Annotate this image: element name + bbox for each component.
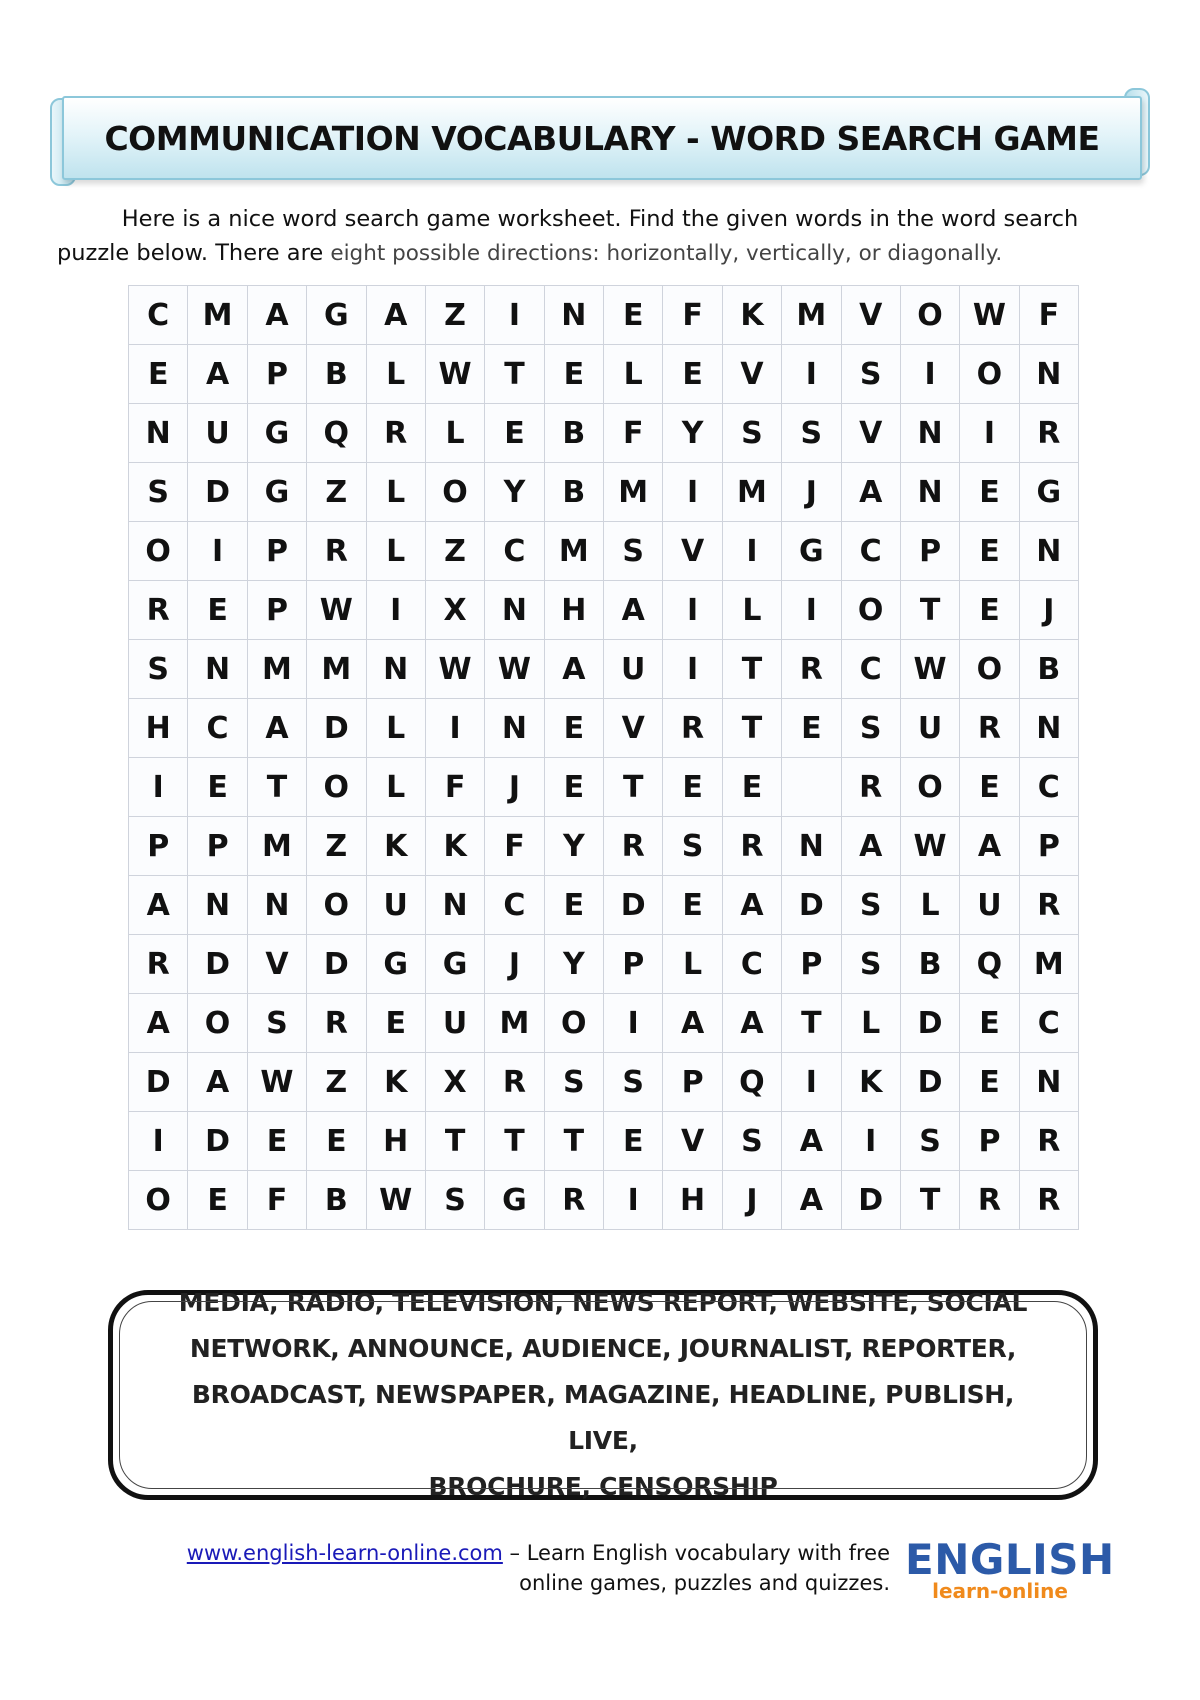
- grid-cell[interactable]: N: [188, 876, 247, 935]
- grid-cell[interactable]: Z: [426, 522, 485, 581]
- grid-cell[interactable]: K: [723, 286, 782, 345]
- grid-cell[interactable]: O: [960, 345, 1019, 404]
- grid-cell[interactable]: N: [485, 581, 544, 640]
- grid-cell[interactable]: P: [188, 817, 247, 876]
- grid-cell[interactable]: L: [367, 522, 426, 581]
- grid-cell[interactable]: A: [129, 994, 188, 1053]
- grid-cell[interactable]: I: [723, 522, 782, 581]
- grid-cell[interactable]: O: [842, 581, 901, 640]
- grid-cell[interactable]: N: [1020, 522, 1079, 581]
- word-list-line-4: BROCHURE, CENSORSHIP: [428, 1472, 778, 1501]
- grid-cell[interactable]: A: [367, 286, 426, 345]
- english-learn-online-logo: [905, 1535, 1115, 1603]
- grid-cell[interactable]: T: [723, 699, 782, 758]
- grid-cell[interactable]: R: [663, 699, 722, 758]
- grid-cell[interactable]: P: [248, 345, 307, 404]
- grid-cell[interactable]: E: [723, 758, 782, 817]
- grid-cell[interactable]: L: [663, 935, 722, 994]
- grid-cell[interactable]: M: [307, 640, 366, 699]
- grid-cell[interactable]: R: [545, 1171, 604, 1230]
- word-list-box: [108, 1290, 1098, 1500]
- grid-cell[interactable]: P: [782, 935, 841, 994]
- grid-cell[interactable]: O: [129, 1171, 188, 1230]
- grid-cell[interactable]: T: [485, 1112, 544, 1171]
- grid-cell[interactable]: V: [723, 345, 782, 404]
- grid-cell[interactable]: N: [1020, 1053, 1079, 1112]
- grid-cell[interactable]: N: [782, 817, 841, 876]
- grid-cell[interactable]: W: [367, 1171, 426, 1230]
- grid-cell[interactable]: I: [663, 463, 722, 522]
- grid-cell[interactable]: X: [426, 1053, 485, 1112]
- grid-cell[interactable]: R: [307, 994, 366, 1053]
- grid-cell[interactable]: T: [426, 1112, 485, 1171]
- banner-body: [62, 96, 1142, 180]
- grid-cell[interactable]: P: [129, 817, 188, 876]
- grid-cell[interactable]: C: [485, 876, 544, 935]
- grid-cell[interactable]: V: [663, 522, 722, 581]
- grid-cell[interactable]: E: [604, 1112, 663, 1171]
- page-title: COMMUNICATION VOCABULARY - WORD SEARCH GAME: [104, 118, 1100, 158]
- grid-cell[interactable]: H: [367, 1112, 426, 1171]
- grid-cell[interactable]: A: [545, 640, 604, 699]
- grid-cell[interactable]: I: [782, 345, 841, 404]
- grid-cell[interactable]: S: [842, 345, 901, 404]
- grid-cell[interactable]: X: [426, 581, 485, 640]
- grid-cell[interactable]: G: [248, 463, 307, 522]
- grid-cell[interactable]: E: [188, 581, 247, 640]
- grid-cell[interactable]: T: [545, 1112, 604, 1171]
- grid-cell[interactable]: S: [901, 1112, 960, 1171]
- grid-cell[interactable]: F: [1020, 286, 1079, 345]
- grid-cell[interactable]: O: [960, 640, 1019, 699]
- grid-cell[interactable]: N: [901, 463, 960, 522]
- grid-cell[interactable]: L: [426, 404, 485, 463]
- grid-cell[interactable]: J: [1020, 581, 1079, 640]
- grid-cell[interactable]: E: [545, 699, 604, 758]
- grid-cell[interactable]: R: [1020, 876, 1079, 935]
- grid-cell[interactable]: G: [1020, 463, 1079, 522]
- grid-cell[interactable]: I: [188, 522, 247, 581]
- grid-cell[interactable]: C: [842, 640, 901, 699]
- grid-cell[interactable]: W: [307, 581, 366, 640]
- footer-line-2: online games, puzzles and quizzes.: [519, 1571, 890, 1595]
- grid-cell[interactable]: T: [901, 581, 960, 640]
- grid-cell[interactable]: F: [426, 758, 485, 817]
- grid-cell[interactable]: E: [545, 876, 604, 935]
- grid-cell[interactable]: E: [960, 581, 1019, 640]
- grid-cell[interactable]: P: [604, 935, 663, 994]
- grid-cell[interactable]: M: [248, 640, 307, 699]
- grid-cell[interactable]: D: [307, 935, 366, 994]
- grid-cell[interactable]: S: [842, 935, 901, 994]
- grid-cell[interactable]: Z: [307, 463, 366, 522]
- grid-cell[interactable]: M: [188, 286, 247, 345]
- footer-tagline: – Learn English vocabulary with free: [502, 1541, 890, 1565]
- grid-cell[interactable]: O: [188, 994, 247, 1053]
- grid-cell[interactable]: R: [782, 640, 841, 699]
- grid-cell[interactable]: S: [129, 463, 188, 522]
- grid-cell[interactable]: A: [248, 286, 307, 345]
- grid-cell[interactable]: I: [782, 1053, 841, 1112]
- grid-cell[interactable]: E: [367, 994, 426, 1053]
- grid-cell[interactable]: R: [604, 817, 663, 876]
- grid-cell[interactable]: R: [1020, 1112, 1079, 1171]
- grid-cell[interactable]: M: [545, 522, 604, 581]
- grid-cell[interactable]: O: [307, 758, 366, 817]
- grid-cell[interactable]: W: [426, 345, 485, 404]
- grid-cell[interactable]: N: [248, 876, 307, 935]
- grid-cell[interactable]: I: [485, 286, 544, 345]
- grid-cell[interactable]: N: [188, 640, 247, 699]
- grid-cell[interactable]: E: [663, 758, 722, 817]
- instructions: [55, 202, 1145, 271]
- grid-cell[interactable]: Y: [545, 817, 604, 876]
- footer-line-1: [110, 1538, 890, 1568]
- grid-cell[interactable]: T: [485, 345, 544, 404]
- word-search-grid: [128, 285, 1079, 1230]
- grid-cell[interactable]: S: [842, 699, 901, 758]
- grid-cell[interactable]: T: [723, 640, 782, 699]
- grid-cell[interactable]: V: [842, 404, 901, 463]
- grid-cell[interactable]: B: [307, 1171, 366, 1230]
- grid-cell[interactable]: W: [248, 1053, 307, 1112]
- word-list: [153, 1280, 1053, 1510]
- grid-cell[interactable]: D: [188, 1112, 247, 1171]
- grid-cell[interactable]: L: [367, 758, 426, 817]
- grid-cell[interactable]: I: [367, 581, 426, 640]
- grid-cell[interactable]: N: [367, 640, 426, 699]
- grid-cell[interactable]: C: [1020, 994, 1079, 1053]
- grid-cell[interactable]: S: [129, 640, 188, 699]
- grid-cell[interactable]: D: [604, 876, 663, 935]
- grid-cell[interactable]: U: [960, 876, 1019, 935]
- grid-cell[interactable]: E: [604, 286, 663, 345]
- grid-cell[interactable]: D: [188, 935, 247, 994]
- grid-cell[interactable]: F: [604, 404, 663, 463]
- grid-cell[interactable]: N: [485, 699, 544, 758]
- grid-cell[interactable]: S: [842, 876, 901, 935]
- grid-cell[interactable]: K: [367, 817, 426, 876]
- grid-cell[interactable]: E: [545, 345, 604, 404]
- grid-cell[interactable]: W: [485, 640, 544, 699]
- grid-cell[interactable]: V: [248, 935, 307, 994]
- grid-cell[interactable]: W: [901, 817, 960, 876]
- grid-cell[interactable]: I: [901, 345, 960, 404]
- grid-cell[interactable]: S: [426, 1171, 485, 1230]
- grid-cell[interactable]: M: [1020, 935, 1079, 994]
- grid-cell[interactable]: I: [604, 994, 663, 1053]
- grid-cell[interactable]: O: [901, 286, 960, 345]
- grid-cell[interactable]: V: [663, 1112, 722, 1171]
- grid-cell[interactable]: D: [307, 699, 366, 758]
- grid-cell[interactable]: J: [782, 463, 841, 522]
- grid-cell[interactable]: U: [188, 404, 247, 463]
- grid-cell[interactable]: K: [842, 1053, 901, 1112]
- grid-cell[interactable]: S: [782, 404, 841, 463]
- grid-cell[interactable]: Y: [663, 404, 722, 463]
- grid-cell[interactable]: F: [663, 286, 722, 345]
- grid-cell[interactable]: P: [1020, 817, 1079, 876]
- grid-cell[interactable]: B: [545, 404, 604, 463]
- grid-cell[interactable]: R: [367, 404, 426, 463]
- grid-cell[interactable]: F: [485, 817, 544, 876]
- grid-cell[interactable]: A: [960, 817, 1019, 876]
- grid-cell[interactable]: O: [545, 994, 604, 1053]
- grid-cell[interactable]: E: [188, 1171, 247, 1230]
- grid-cell[interactable]: E: [663, 876, 722, 935]
- grid-cell[interactable]: S: [545, 1053, 604, 1112]
- grid-cell[interactable]: E: [960, 1053, 1019, 1112]
- grid-cell[interactable]: L: [367, 463, 426, 522]
- footer: [110, 1538, 890, 1598]
- grid-cell[interactable]: H: [129, 699, 188, 758]
- word-list-line-2: NETWORK, ANNOUNCE, AUDIENCE, JOURNALIST, REPORTER,: [189, 1334, 1017, 1363]
- grid-cell[interactable]: E: [663, 345, 722, 404]
- grid-cell[interactable]: I: [782, 581, 841, 640]
- instructions-line-2a: puzzle below. There are: [57, 240, 331, 266]
- grid-cell[interactable]: M: [485, 994, 544, 1053]
- grid-cell[interactable]: L: [723, 581, 782, 640]
- grid-cell[interactable]: T: [901, 1171, 960, 1230]
- grid-cell[interactable]: V: [604, 699, 663, 758]
- grid-cell[interactable]: M: [723, 463, 782, 522]
- grid-cell[interactable]: A: [604, 581, 663, 640]
- grid-cell[interactable]: E: [188, 758, 247, 817]
- grid-cell[interactable]: Z: [307, 1053, 366, 1112]
- grid-cell[interactable]: S: [248, 994, 307, 1053]
- grid-cell[interactable]: N: [1020, 699, 1079, 758]
- grid-cell[interactable]: R: [307, 522, 366, 581]
- grid-cell[interactable]: O: [307, 876, 366, 935]
- instructions-line-2b: eight possible directions: horizontally, vertically, or diagonally.: [330, 241, 1003, 266]
- grid-cell[interactable]: E: [129, 345, 188, 404]
- instructions-line-1: Here is a nice word search game worksheet. Find the given words in the word search: [121, 206, 1079, 232]
- grid-cell[interactable]: E: [960, 994, 1019, 1053]
- grid-cell[interactable]: F: [248, 1171, 307, 1230]
- website-link[interactable]: www.english-learn-online.com: [186, 1541, 503, 1565]
- grid-cell[interactable]: Q: [960, 935, 1019, 994]
- grid-cell[interactable]: J: [485, 935, 544, 994]
- grid-cell[interactable]: P: [901, 522, 960, 581]
- instructions-line-2: [55, 236, 1145, 271]
- grid-cell[interactable]: B: [307, 345, 366, 404]
- grid-cell[interactable]: P: [248, 522, 307, 581]
- grid-cell[interactable]: T: [782, 994, 841, 1053]
- grid-cell[interactable]: A: [248, 699, 307, 758]
- grid-cell[interactable]: O: [426, 463, 485, 522]
- grid-cell[interactable]: E: [485, 404, 544, 463]
- grid-cell[interactable]: E: [248, 1112, 307, 1171]
- grid-cell[interactable]: S: [604, 522, 663, 581]
- grid-cell[interactable]: Q: [723, 1053, 782, 1112]
- grid-cell[interactable]: R: [1020, 404, 1079, 463]
- grid-cell[interactable]: A: [842, 463, 901, 522]
- grid-cell[interactable]: R: [723, 817, 782, 876]
- grid-cell[interactable]: B: [545, 463, 604, 522]
- grid-cell[interactable]: U: [426, 994, 485, 1053]
- grid-cell[interactable]: A: [188, 345, 247, 404]
- grid-cell[interactable]: A: [842, 817, 901, 876]
- word-list-line-3: BROADCAST, NEWSPAPER, MAGAZINE, HEADLINE, PUBLISH, LIVE,: [191, 1380, 1015, 1455]
- grid-cell[interactable]: D: [842, 1171, 901, 1230]
- grid-cell[interactable]: T: [248, 758, 307, 817]
- grid-cell[interactable]: R: [129, 935, 188, 994]
- grid-cell[interactable]: I: [842, 1112, 901, 1171]
- grid-cell[interactable]: R: [485, 1053, 544, 1112]
- grid-cell[interactable]: O: [901, 758, 960, 817]
- grid-cell[interactable]: G: [248, 404, 307, 463]
- grid-cell[interactable]: P: [960, 1112, 1019, 1171]
- grid-cell[interactable]: S: [663, 817, 722, 876]
- grid-cell[interactable]: U: [901, 699, 960, 758]
- grid-cell[interactable]: W: [960, 286, 1019, 345]
- grid-cell[interactable]: J: [485, 758, 544, 817]
- grid-cell[interactable]: A: [782, 1171, 841, 1230]
- grid-cell[interactable]: I: [129, 758, 188, 817]
- grid-cell[interactable]: Y: [485, 463, 544, 522]
- grid-cell[interactable]: S: [723, 1112, 782, 1171]
- logo-main-text: ENGLISH: [905, 1535, 1115, 1584]
- grid-cell[interactable]: R: [129, 581, 188, 640]
- grid-cell[interactable]: C: [188, 699, 247, 758]
- grid-cell[interactable]: I: [663, 581, 722, 640]
- grid-cell[interactable]: J: [723, 1171, 782, 1230]
- grid-cell[interactable]: D: [901, 994, 960, 1053]
- grid-cell[interactable]: C: [1020, 758, 1079, 817]
- grid-cell[interactable]: B: [1020, 640, 1079, 699]
- grid-cell[interactable]: N: [1020, 345, 1079, 404]
- grid-cell[interactable]: I: [129, 1112, 188, 1171]
- grid-cell[interactable]: A: [663, 994, 722, 1053]
- grid-cell[interactable]: Q: [307, 404, 366, 463]
- grid-cell[interactable]: M: [782, 286, 841, 345]
- grid-cell[interactable]: D: [901, 1053, 960, 1112]
- word-list-line-1: MEDIA, RADIO, TELEVISION, NEWS REPORT, WEBSITE, SOCIAL: [178, 1288, 1028, 1317]
- grid-cell[interactable]: K: [426, 817, 485, 876]
- grid-cell[interactable]: H: [663, 1171, 722, 1230]
- grid-cell[interactable]: H: [545, 581, 604, 640]
- grid-cell[interactable]: I: [426, 699, 485, 758]
- grid-cell[interactable]: R: [1020, 1171, 1079, 1230]
- grid-cell[interactable]: K: [367, 1053, 426, 1112]
- grid-cell[interactable]: V: [842, 286, 901, 345]
- grid-cell[interactable]: D: [188, 463, 247, 522]
- grid-cell[interactable]: E: [960, 463, 1019, 522]
- grid-cell[interactable]: I: [960, 404, 1019, 463]
- grid-cell[interactable]: C: [842, 522, 901, 581]
- title-banner: [50, 88, 1150, 192]
- grid-cell[interactable]: G: [367, 935, 426, 994]
- grid-cell[interactable]: Z: [426, 286, 485, 345]
- grid-cell[interactable]: A: [188, 1053, 247, 1112]
- grid-cell[interactable]: L: [367, 699, 426, 758]
- grid-cell[interactable]: L: [842, 994, 901, 1053]
- grid-cell[interactable]: S: [604, 1053, 663, 1112]
- grid-cell[interactable]: C: [485, 522, 544, 581]
- grid-cell[interactable]: L: [367, 345, 426, 404]
- grid-cell[interactable]: R: [960, 1171, 1019, 1230]
- grid-cell[interactable]: S: [723, 404, 782, 463]
- grid-cell[interactable]: I: [604, 1171, 663, 1230]
- grid-cell[interactable]: E: [782, 699, 841, 758]
- grid-cell[interactable]: E: [960, 522, 1019, 581]
- grid-cell[interactable]: R: [960, 699, 1019, 758]
- grid-cell[interactable]: N: [129, 404, 188, 463]
- grid-cell[interactable]: D: [782, 876, 841, 935]
- grid-cell[interactable]: Z: [307, 817, 366, 876]
- grid-cell[interactable]: C: [129, 286, 188, 345]
- grid-cell[interactable]: E: [960, 758, 1019, 817]
- grid-cell[interactable]: P: [663, 1053, 722, 1112]
- logo-sub-text: learn-online: [932, 1579, 1068, 1603]
- grid-cell[interactable]: A: [782, 1112, 841, 1171]
- grid-cell[interactable]: I: [663, 640, 722, 699]
- grid-cell[interactable]: Y: [545, 935, 604, 994]
- grid-cell[interactable]: N: [426, 876, 485, 935]
- grid-cell[interactable]: D: [129, 1053, 188, 1112]
- grid-cell[interactable]: B: [901, 935, 960, 994]
- grid-cell[interactable]: P: [248, 581, 307, 640]
- grid-cell[interactable]: C: [723, 935, 782, 994]
- grid-cell[interactable]: G: [485, 1171, 544, 1230]
- grid-cell[interactable]: L: [901, 876, 960, 935]
- grid-cell[interactable]: M: [248, 817, 307, 876]
- grid-cell[interactable]: A: [723, 994, 782, 1053]
- grid-cell[interactable]: [782, 758, 841, 817]
- grid-cell[interactable]: T: [604, 758, 663, 817]
- grid-cell[interactable]: O: [129, 522, 188, 581]
- grid-cell[interactable]: G: [307, 286, 366, 345]
- grid-cell[interactable]: A: [723, 876, 782, 935]
- grid-cell[interactable]: N: [901, 404, 960, 463]
- grid-cell[interactable]: U: [367, 876, 426, 935]
- grid-cell[interactable]: E: [307, 1112, 366, 1171]
- grid-cell[interactable]: A: [129, 876, 188, 935]
- grid-cell[interactable]: M: [604, 463, 663, 522]
- grid-cell[interactable]: E: [545, 758, 604, 817]
- grid-cell[interactable]: U: [604, 640, 663, 699]
- grid-cell[interactable]: G: [426, 935, 485, 994]
- grid-cell[interactable]: L: [604, 345, 663, 404]
- grid-cell[interactable]: N: [545, 286, 604, 345]
- grid-cell[interactable]: G: [782, 522, 841, 581]
- grid-cell[interactable]: W: [901, 640, 960, 699]
- grid-cell[interactable]: W: [426, 640, 485, 699]
- grid-cell[interactable]: R: [842, 758, 901, 817]
